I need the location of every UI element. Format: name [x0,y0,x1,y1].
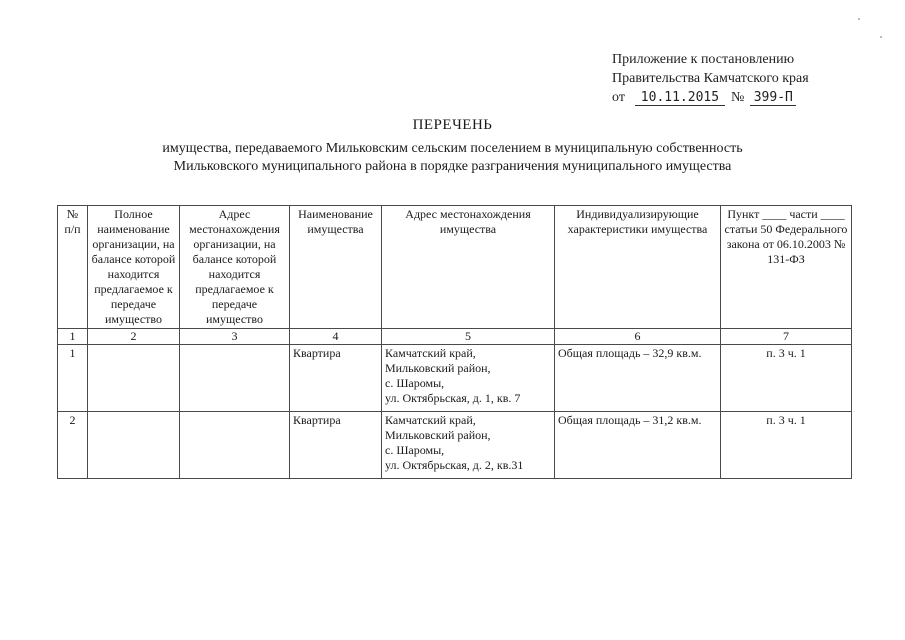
row-clause: п. 3 ч. 1 [721,345,852,412]
from-label: от [612,90,625,105]
header-organization-address: Адрес местонахождения организации, на балансе которой находится предлагаемое к передаче имущество [180,206,290,329]
property-table [57,205,852,479]
row-number: 1 [58,345,88,412]
row-property-name: Квартира [290,412,382,479]
appendix-line-3 [612,88,809,107]
column-number: 7 [721,329,852,345]
resolution-date: 10.11.2015 [635,91,725,106]
address-line: Камчатский край, [385,413,476,427]
header-organization: Полное наименование организации, на балансе которой находится предлагаемое к передаче имущество [88,206,180,329]
appendix-line-2: Правительства Камчатского края [612,71,809,86]
subtitle-line-2: Мильковского муниципального района в порядке разграничения муниципального имущества [173,159,732,174]
column-number: 6 [555,329,721,345]
column-number: 5 [382,329,555,345]
subtitle-line-1: имущества, передаваемого Мильковским сельским поселением в муниципальную собственность [162,141,743,156]
header-characteristics: Индивидуализирующие характеристики имущества [555,206,721,329]
header-number: № п/п [58,206,88,329]
table-row [58,412,852,479]
address-line: Камчатский край, [385,346,476,360]
column-number: 1 [58,329,88,345]
column-number: 3 [180,329,290,345]
document-title: ПЕРЕЧЕНЬ [412,117,493,133]
row-organization-address [180,412,290,479]
row-property-address [382,412,555,479]
address-line: Мильковский район, [385,428,491,442]
header-property-name: Наименование имущества [290,206,382,329]
row-number: 2 [58,412,88,479]
row-organization [88,345,180,412]
table-row [58,345,852,412]
column-number-row [58,329,852,345]
resolution-number: 399-П [750,91,796,106]
row-characteristics: Общая площадь – 31,2 кв.м. [555,412,721,479]
address-line: с. Шаромы, [385,376,445,390]
row-clause: п. 3 ч. 1 [721,412,852,479]
scan-speck [880,36,882,38]
appendix-line-1: Приложение к постановлению [612,52,795,67]
row-organization-address [180,345,290,412]
scan-speck [858,18,860,20]
header-row [58,206,852,329]
row-organization [88,412,180,479]
address-line: Мильковский район, [385,361,491,375]
header-clause: Пункт ____ части ____ статьи 50 Федерального закона от 06.10.2003 № 131-ФЗ [721,206,852,329]
number-label: № [730,90,745,105]
row-characteristics: Общая площадь – 32,9 кв.м. [555,345,721,412]
column-number: 2 [88,329,180,345]
row-property-address [382,345,555,412]
column-number: 4 [290,329,382,345]
appendix-header [612,50,809,107]
address-line: с. Шаромы, [385,443,445,457]
document-subtitle [0,140,905,176]
header-property-address: Адрес местонахождения имущества [382,206,555,329]
address-line: ул. Октябрьская, д. 2, кв.31 [385,458,524,472]
row-property-name: Квартира [290,345,382,412]
address-line: ул. Октябрьская, д. 1, кв. 7 [385,391,521,405]
